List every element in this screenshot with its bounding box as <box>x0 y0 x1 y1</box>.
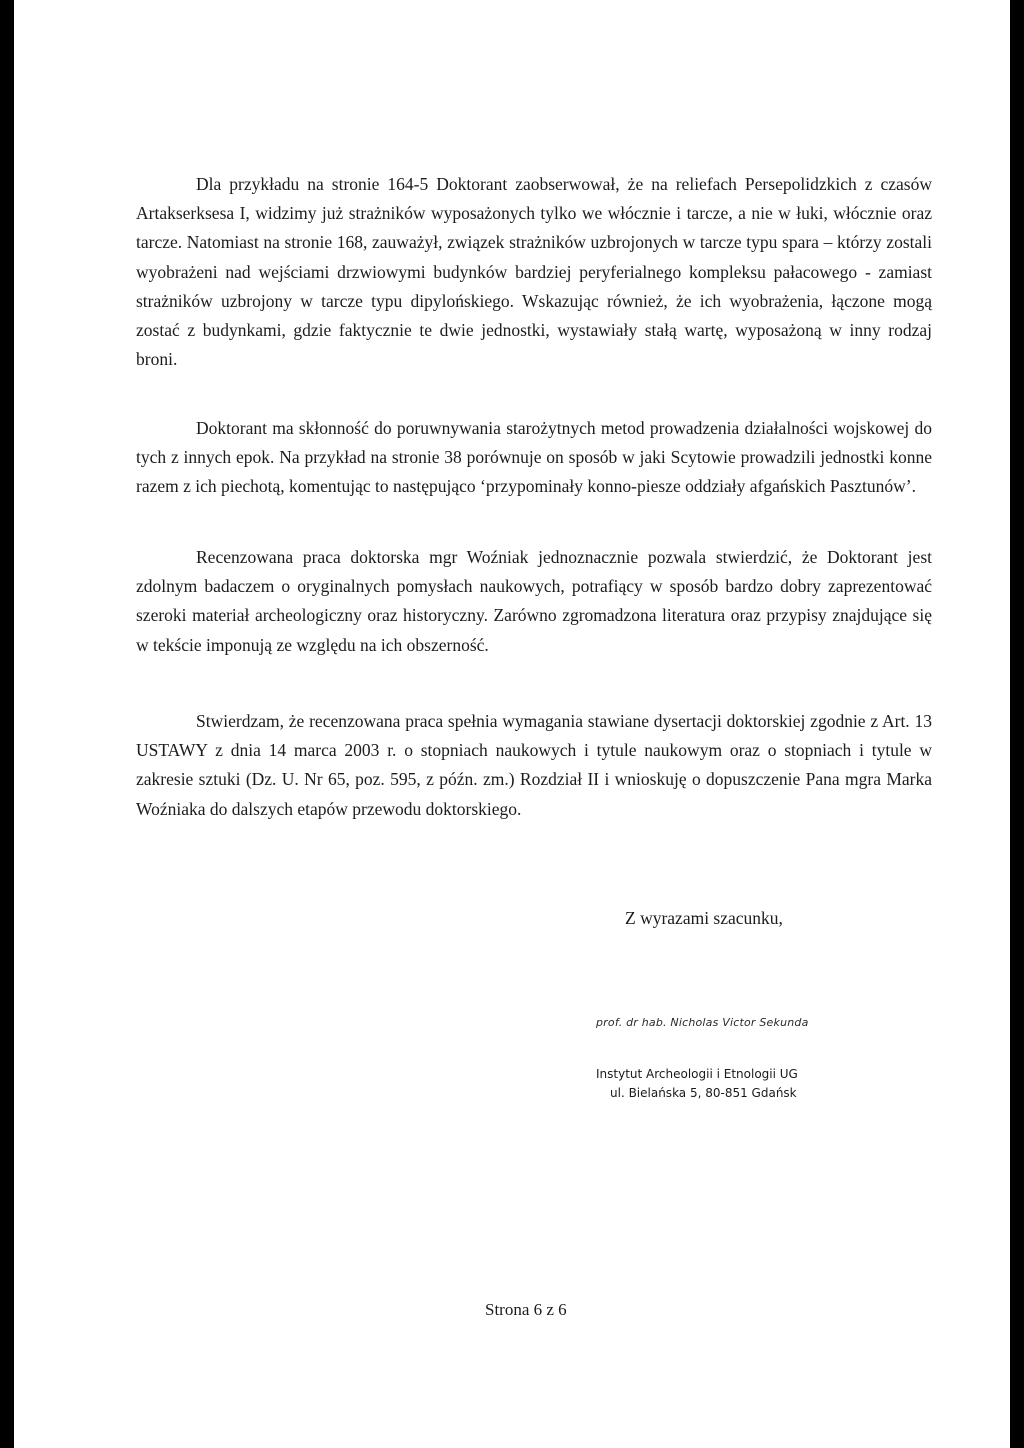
scan-border-right <box>1010 0 1024 1448</box>
closing-salutation: Z wyrazami szacunku, <box>625 908 783 928</box>
institute-address: ul. Bielańska 5, 80-851 Gdańsk <box>610 1086 797 1100</box>
paragraph-conclusion: Stwierdzam, że recenzowana praca spełnia wymagania stawiane dysertacji doktorskiej zgodnie z Art. 13 USTAWY z dnia 14 marca 2003 r. o stopniach naukowych i tytule naukowym oraz o stopniach i tytule w zakresie sztuki (Dz. U. Nr 65, poz. 595, z późn. zm.) Rozdział II i wnioskuję o dopuszczenie Pana mgra Marka Woźniaka do dalszych etapów przewodu doktorskiego. <box>136 711 932 819</box>
scan-border-left <box>0 0 14 1448</box>
paragraph-assessment: Recenzowana praca doktorska mgr Woźniak jednoznacznie pozwala stwierdzić, że Doktorant jest zdolnym badaczem o oryginalnych pomysłach naukowych, potrafiący w sposób bardzo dobry zaprezentować szeroki materiał archeologiczny oraz historyczny. Zarówno zgromadzona literatura oraz przypisy znajdujące się w tekście imponują ze względu na ich obszerność. <box>136 547 932 655</box>
page-number: Strona 6 z 6 <box>485 1300 567 1319</box>
paragraph-military-comparison: Doktorant ma skłonność do poruwnywania starożytnych metod prowadzenia działalności wojskowej do tych z innych epok. Na przykład na stronie 38 porównuje on sposób w jaki Scytowie prowadzili jednostki konne razem z ich piechotą, komentując to następująco ‘przypominały konno-piesze oddziały afgańskich Pasztunów’. <box>136 418 932 497</box>
paragraph-persepolis-reliefs: Dla przykładu na stronie 164-5 Doktorant zaobserwował, że na reliefach Persepolidzkich z czasów Artakserksesa I, widzimy już strażników wyposażonych tylko we włócznie i tarcze, a nie w łuki, włócznie oraz tarcze. Natomiast na stronie 168, zauważył, związek strażników uzbrojonych w tarcze typu spara – którzy zostali wyobrażeni nad wejściami drzwiowymi budynków bardziej peryferialnego kompleksu pałacowego - zamiast strażników uzbrojony w tarcze typu dipylońskiego. Wskazując również, że ich wyobrażenia, łączone mogą zostać z budynkami, gdzie faktycznie te dwie jednostki, wystawiały stałą wartę, wyposażoną w inny rodzaj broni. <box>136 174 932 370</box>
institute-name: Instytut Archeologii i Etnologii UG <box>596 1067 798 1081</box>
reviewer-name: prof. dr hab. Nicholas Victor Sekunda <box>596 1016 809 1029</box>
institute-stamp <box>596 1065 798 1103</box>
